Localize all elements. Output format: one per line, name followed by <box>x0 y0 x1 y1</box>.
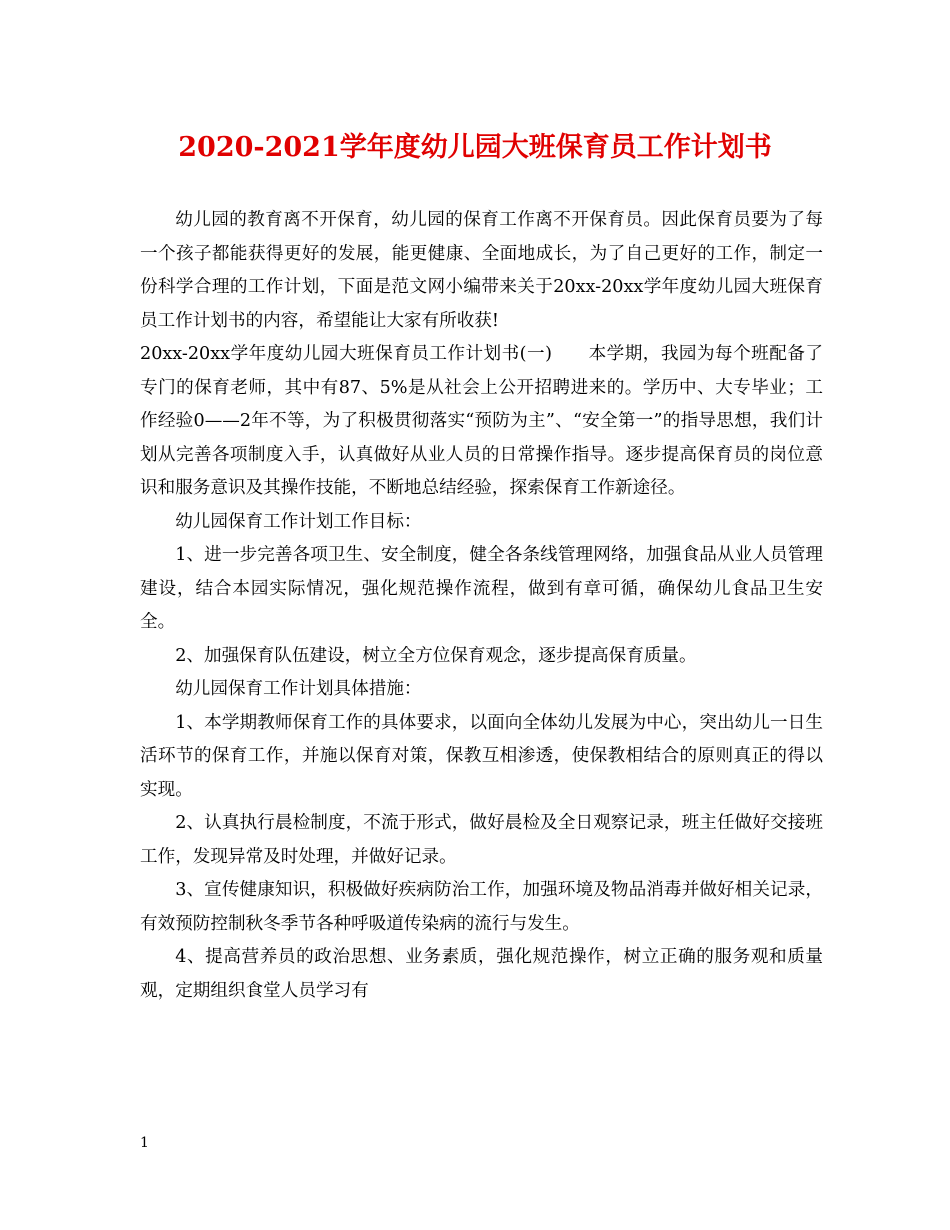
paragraph-goal-1: 1、进一步完善各项卫生、安全制度，健全各条线管理网络，加强食品从业人员管理建设，结合本园实际情况，强化规范操作流程，做到有章可循，确保幼儿食品卫生安全。 <box>140 545 823 632</box>
paragraph-measure-4: 4、提高营养员的政治思想、业务素质，强化规范操作，树立正确的服务观和质量观，定期组织食堂人员学习有 <box>140 947 823 1001</box>
document-body <box>140 204 823 1008</box>
paragraph-plan-one: 20xx-20xx学年度幼儿园大班保育员工作计划书(一) 本学期，我园为每个班配备了专门的保育老师，其中有87、5%是从社会上公开招聘进来的。学历中、大专毕业；工作经验0——2年不等，为了积极贯彻落实“预防为主”、“安全第一”的指导思想，我们计划从完善各项制度入手，认真做好从业人员的日常操作指导。逐步提高保育员的岗位意识和服务意识及其操作技能，不断地总结经验，探索保育工作新途径。 <box>140 344 823 498</box>
paragraph-goal-2: 2、加强保育队伍建设，树立全方位保育观念，逐步提高保育质量。 <box>175 645 697 666</box>
paragraph-measures-heading: 幼儿园保育工作计划具体措施： <box>175 679 422 699</box>
paragraph-measure-2: 2、认真执行晨检制度，不流于形式，做好晨检及全日观察记录，班主任做好交接班工作，发现异常及时处理，并做好记录。 <box>140 813 823 867</box>
page-number: 1 <box>140 1135 149 1151</box>
paragraph-goals-heading: 幼儿园保育工作计划工作目标： <box>175 511 422 532</box>
document-title: 2020-2021学年度幼儿园大班保育员工作计划书 <box>178 132 772 163</box>
paragraph-intro: 幼儿园的教育离不开保育，幼儿园的保育工作离不开保育员。因此保育员要为了每一个孩子都能获得更好的发展，能更健康、全面地成长，为了自己更好的工作，制定一份科学合理的工作计划，下面是范文网小编带来关于20xx-20xx学年度幼儿园大班保育员工作计划书的内容，希望能让大家有所收获! <box>140 210 823 331</box>
paragraph-measure-1: 1、本学期教师保育工作的具体要求，以面向全体幼儿发展为中心，突出幼儿一日生活环节的保育工作，并施以保育对策，保教互相渗透，使保教相结合的原则真正的得以实现。 <box>140 712 823 800</box>
paragraph-measure-3: 3、宣传健康知识，积极做好疾病防治工作，加强环境及物品消毒并做好相关记录，有效预防控制秋冬季节各种呼吸道传染病的流行与发生。 <box>140 880 823 934</box>
